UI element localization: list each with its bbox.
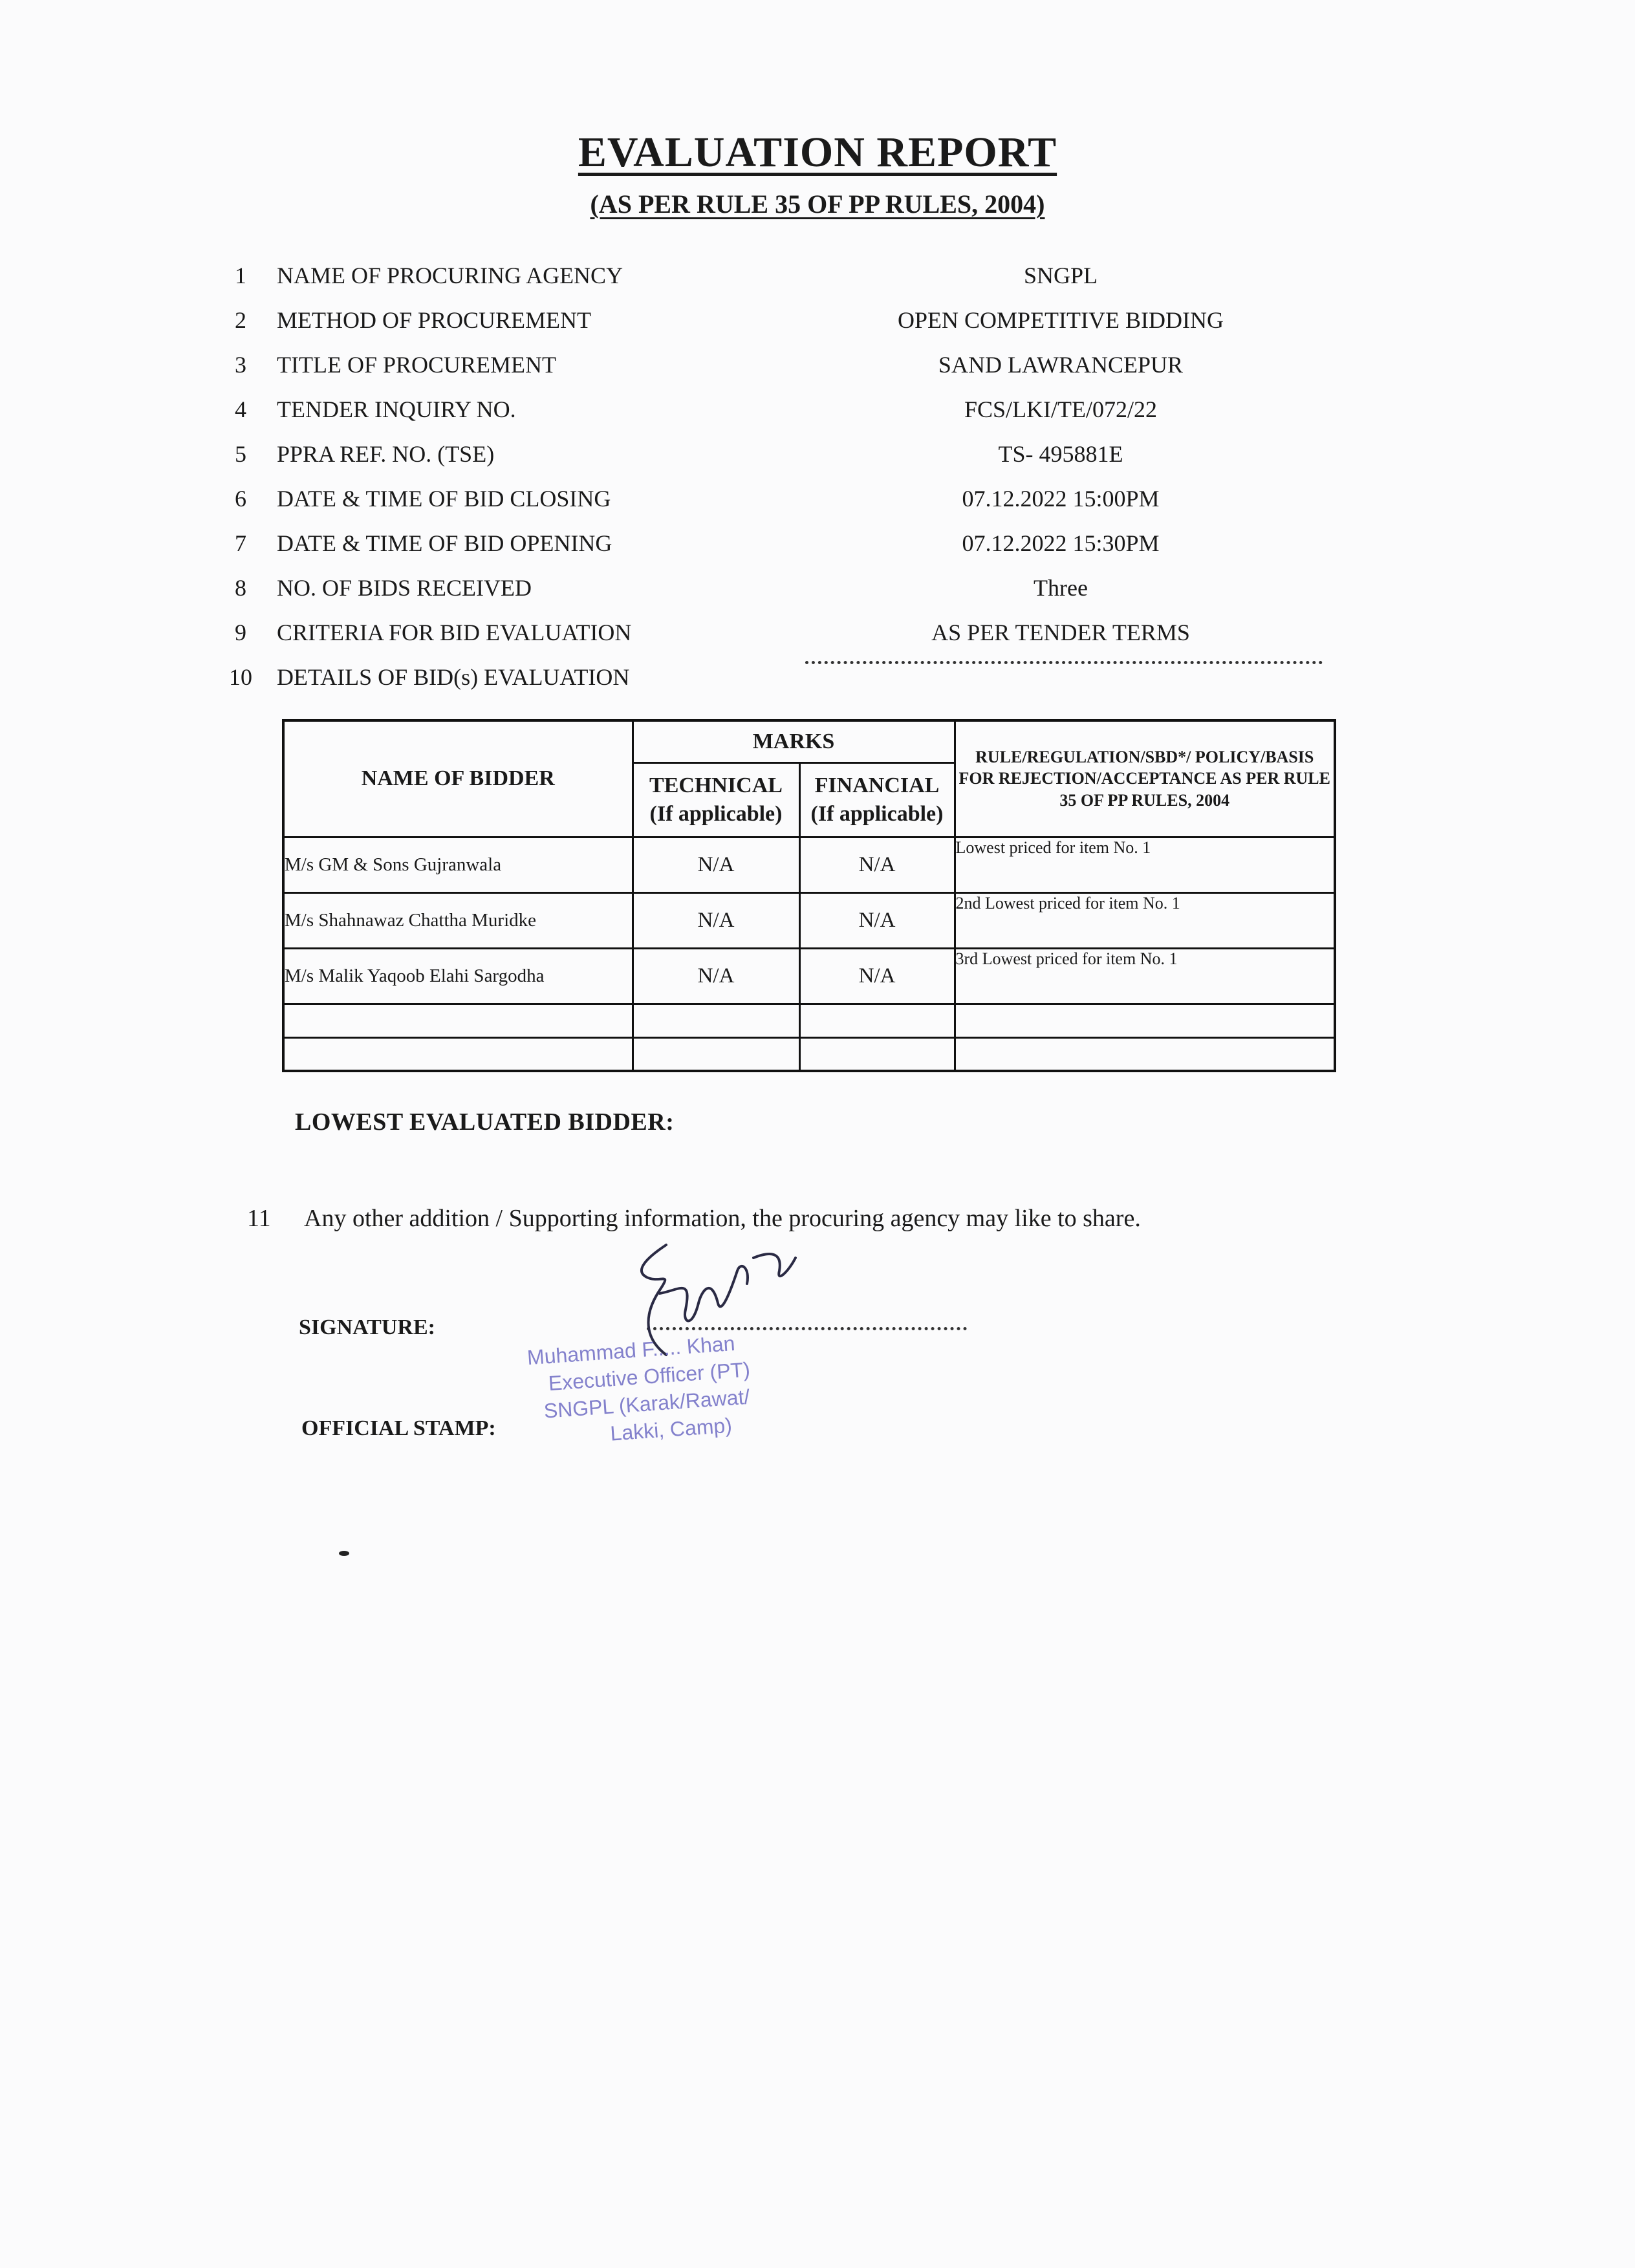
table-row bbox=[283, 837, 1335, 892]
item-label: DETAILS OF BID(s) EVALUATION bbox=[277, 664, 630, 690]
item-number: 2 bbox=[235, 307, 246, 333]
item-value: SAND LAWRANCEPUR bbox=[938, 352, 1184, 378]
bidder-name: M/s GM & Sons Gujranwala bbox=[283, 837, 633, 892]
bidder-name: M/s Malik Yaqoob Elahi Sargodha bbox=[283, 948, 633, 1004]
stamp-line: Executive Officer (PT) bbox=[547, 1357, 751, 1396]
header-financial-note: (If applicable) bbox=[810, 801, 944, 826]
header-bidder-name: NAME OF BIDDER bbox=[283, 720, 633, 837]
item-label: NAME OF PROCURING AGENCY bbox=[277, 263, 623, 288]
item-number: 3 bbox=[235, 352, 246, 378]
item-value: OPEN COMPETITIVE BIDDING bbox=[898, 307, 1224, 333]
item-value: FCS/LKI/TE/072/22 bbox=[964, 396, 1158, 422]
item-number: 7 bbox=[235, 530, 246, 556]
report-subtitle: (AS PER RULE 35 OF PP RULES, 2004) bbox=[590, 189, 1045, 219]
financial-marks: N/A bbox=[799, 892, 955, 948]
item-11-text: Any other addition / Supporting information, the procuring agency may like to share. bbox=[304, 1205, 1141, 1232]
item-label: DATE & TIME OF BID CLOSING bbox=[277, 486, 611, 512]
item-number: 6 bbox=[235, 486, 246, 512]
header-technical-note: (If applicable) bbox=[649, 801, 783, 826]
item-value: SNGPL bbox=[1023, 263, 1098, 288]
item-number: 11 bbox=[247, 1205, 271, 1232]
financial-marks: N/A bbox=[799, 948, 955, 1004]
report-title: EVALUATION REPORT bbox=[578, 129, 1057, 176]
table-row bbox=[283, 948, 1335, 1004]
technical-marks: N/A bbox=[633, 948, 799, 1004]
header-financial-label: FINANCIAL bbox=[814, 773, 940, 797]
bidder-name: M/s Shahnawaz Chattha Muridke bbox=[283, 892, 633, 948]
empty-table-row bbox=[283, 1004, 1335, 1037]
item-number: 1 bbox=[235, 263, 246, 288]
stamp-line: Lakki, Camp) bbox=[609, 1413, 733, 1445]
scan-mark bbox=[339, 1551, 349, 1556]
rule-basis: 2nd Lowest priced for item No. 1 bbox=[955, 892, 1335, 948]
rule-basis: 3rd Lowest priced for item No. 1 bbox=[955, 948, 1335, 1004]
item-number: 9 bbox=[235, 620, 246, 645]
header-marks: MARKS bbox=[633, 720, 955, 763]
item-label: METHOD OF PROCUREMENT bbox=[277, 307, 592, 333]
item-number: 10 bbox=[229, 664, 252, 690]
header-rule-basis: RULE/REGULATION/SBD*/ POLICY/BASIS FOR REJECTION/ACCEPTANCE AS PER RULE 35 OF PP RULES, 2004 bbox=[955, 720, 1335, 837]
bid-evaluation-table bbox=[282, 719, 1336, 1072]
info-row-tender-inquiry bbox=[0, 396, 1635, 435]
table-row bbox=[283, 892, 1335, 948]
item-value: 07.12.2022 15:00PM bbox=[962, 486, 1160, 512]
dotted-line bbox=[805, 660, 1323, 664]
info-row-ppra-ref bbox=[0, 440, 1635, 479]
stamp-line: SNGPL (Karak/Rawat/ bbox=[543, 1385, 751, 1423]
item-value: AS PER TENDER TERMS bbox=[931, 620, 1190, 645]
item-label: TITLE OF PROCUREMENT bbox=[277, 352, 556, 378]
signature-label: SIGNATURE: bbox=[299, 1315, 435, 1339]
official-stamp bbox=[526, 1321, 871, 1473]
item-label: NO. OF BIDS RECEIVED bbox=[277, 575, 532, 601]
info-row-criteria bbox=[0, 619, 1635, 658]
info-row-procuring-agency bbox=[0, 262, 1635, 301]
info-row-bid-opening bbox=[0, 530, 1635, 568]
technical-marks: N/A bbox=[633, 892, 799, 948]
stamp-line: Muhammad F..... Khan bbox=[526, 1331, 736, 1370]
info-row-bids-received bbox=[0, 574, 1635, 613]
item-label: PPRA REF. NO. (TSE) bbox=[277, 441, 495, 467]
official-stamp-label: OFFICIAL STAMP: bbox=[301, 1416, 496, 1440]
item-value: 07.12.2022 15:30PM bbox=[962, 530, 1160, 556]
technical-marks: N/A bbox=[633, 837, 799, 892]
item-label: DATE & TIME OF BID OPENING bbox=[277, 530, 612, 556]
info-row-bid-closing bbox=[0, 485, 1635, 524]
item-number: 8 bbox=[235, 575, 246, 601]
item-value: TS- 495881E bbox=[998, 441, 1123, 467]
item-value: Three bbox=[1034, 575, 1088, 601]
empty-table-row bbox=[283, 1037, 1335, 1071]
info-row-method bbox=[0, 307, 1635, 345]
item-number: 4 bbox=[235, 396, 246, 422]
item-label: CRITERIA FOR BID EVALUATION bbox=[277, 620, 632, 645]
item-label: TENDER INQUIRY NO. bbox=[277, 396, 516, 422]
financial-marks: N/A bbox=[799, 837, 955, 892]
rule-basis: Lowest priced for item No. 1 bbox=[955, 837, 1335, 892]
lowest-evaluated-bidder-label: LOWEST EVALUATED BIDDER: bbox=[295, 1108, 675, 1136]
header-technical-label: TECHNICAL bbox=[649, 773, 783, 797]
header-financial bbox=[799, 763, 955, 837]
info-row-evaluation-details bbox=[0, 664, 1635, 702]
info-row-title bbox=[0, 351, 1635, 390]
header-technical bbox=[633, 763, 799, 837]
item-number: 5 bbox=[235, 441, 246, 467]
